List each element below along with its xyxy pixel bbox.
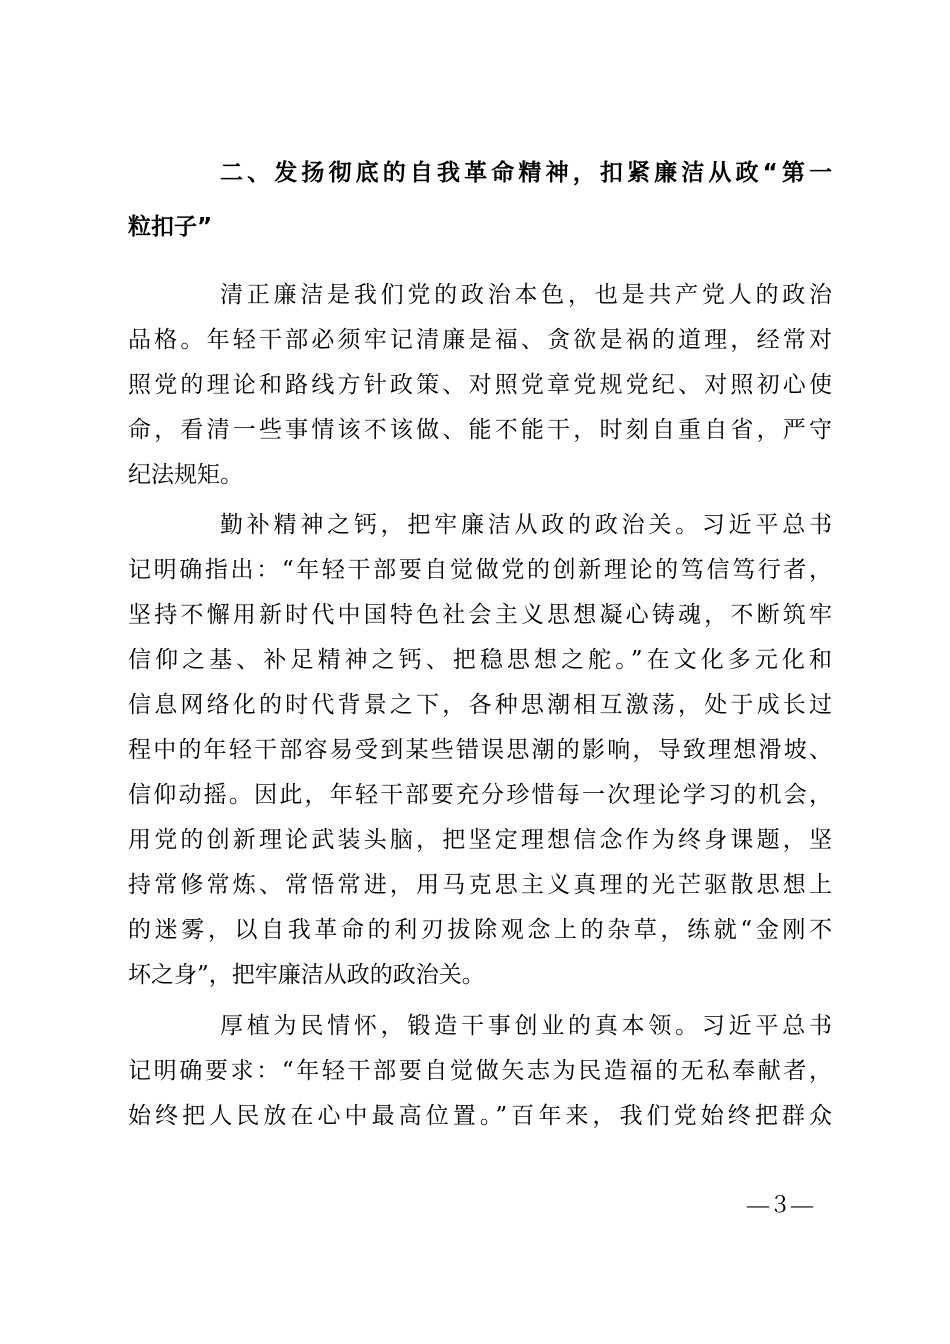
paragraph-line: 厚植为民情怀，锻造干事创业的真本领。习近平总书 [220, 1013, 832, 1039]
heading-line: 粒扣子” [128, 214, 213, 240]
paragraph-line: 持常修常炼、常悟常进，用马克思主义真理的光芒驱散思想上 [128, 872, 832, 898]
page-number: —３— [746, 1192, 813, 1217]
paragraph-line: 命，看清一些事情该不该做、能不能干，时刻自重自省，严守 [128, 417, 832, 443]
paragraph-line: 勤补精神之钙，把牢廉洁从政的政治关。习近平总书 [220, 512, 832, 538]
paragraph-line: 纪法规矩。 [128, 462, 243, 488]
paragraph-2 [128, 503, 832, 998]
paragraph-line: 照党的理论和路线方针政策、对照党章党规党纪、对照初心使 [128, 372, 832, 398]
paragraph-1 [128, 273, 832, 498]
paragraph-3 [128, 1004, 832, 1139]
paragraph-line: 程中的年轻干部容易受到某些错误思潮的影响，导致理想滑坡、 [128, 737, 832, 763]
paragraph-line: 用党的创新理论武装头脑，把坚定理想信念作为终身课题，坚 [128, 827, 832, 853]
paragraph-line: 的迷雾，以自我革命的利刃拔除观念上的杂草，练就“金刚不 [128, 917, 832, 943]
paragraph-line: 品格。年轻干部必须牢记清廉是福、贪欲是祸的道理，经常对 [128, 327, 832, 353]
paragraph-line: 信仰动摇。因此，年轻干部要充分珍惜每一次理论学习的机会， [128, 782, 832, 808]
heading-line: 二、发扬彻底的自我革命精神，扣紧廉洁从政“第一 [220, 160, 832, 186]
paragraph-line: 信息网络化的时代背景之下，各种思潮相互激荡，处于成长过 [128, 692, 832, 718]
paragraph-line: 始终把人民放在心中最高位置。”百年来，我们党始终把群众 [128, 1103, 832, 1129]
paragraph-line: 记明确要求：“年轻干部要自觉做矢志为民造福的无私奉献者， [128, 1058, 832, 1084]
paragraph-line: 坚持不懈用新时代中国特色社会主义思想凝心铸魂，不断筑牢 [128, 602, 832, 628]
section-heading [128, 146, 832, 254]
paragraph-line: 坏之身”，把牢廉洁从政的政治关。 [128, 962, 485, 988]
paragraph-line: 清正廉洁是我们党的政治本色，也是共产党人的政治 [220, 282, 832, 308]
paragraph-line: 信仰之基、补足精神之钙、把稳思想之舵。”在文化多元化和 [128, 647, 832, 673]
paragraph-line: 记明确指出：“年轻干部要自觉做党的创新理论的笃信笃行者， [128, 557, 832, 583]
